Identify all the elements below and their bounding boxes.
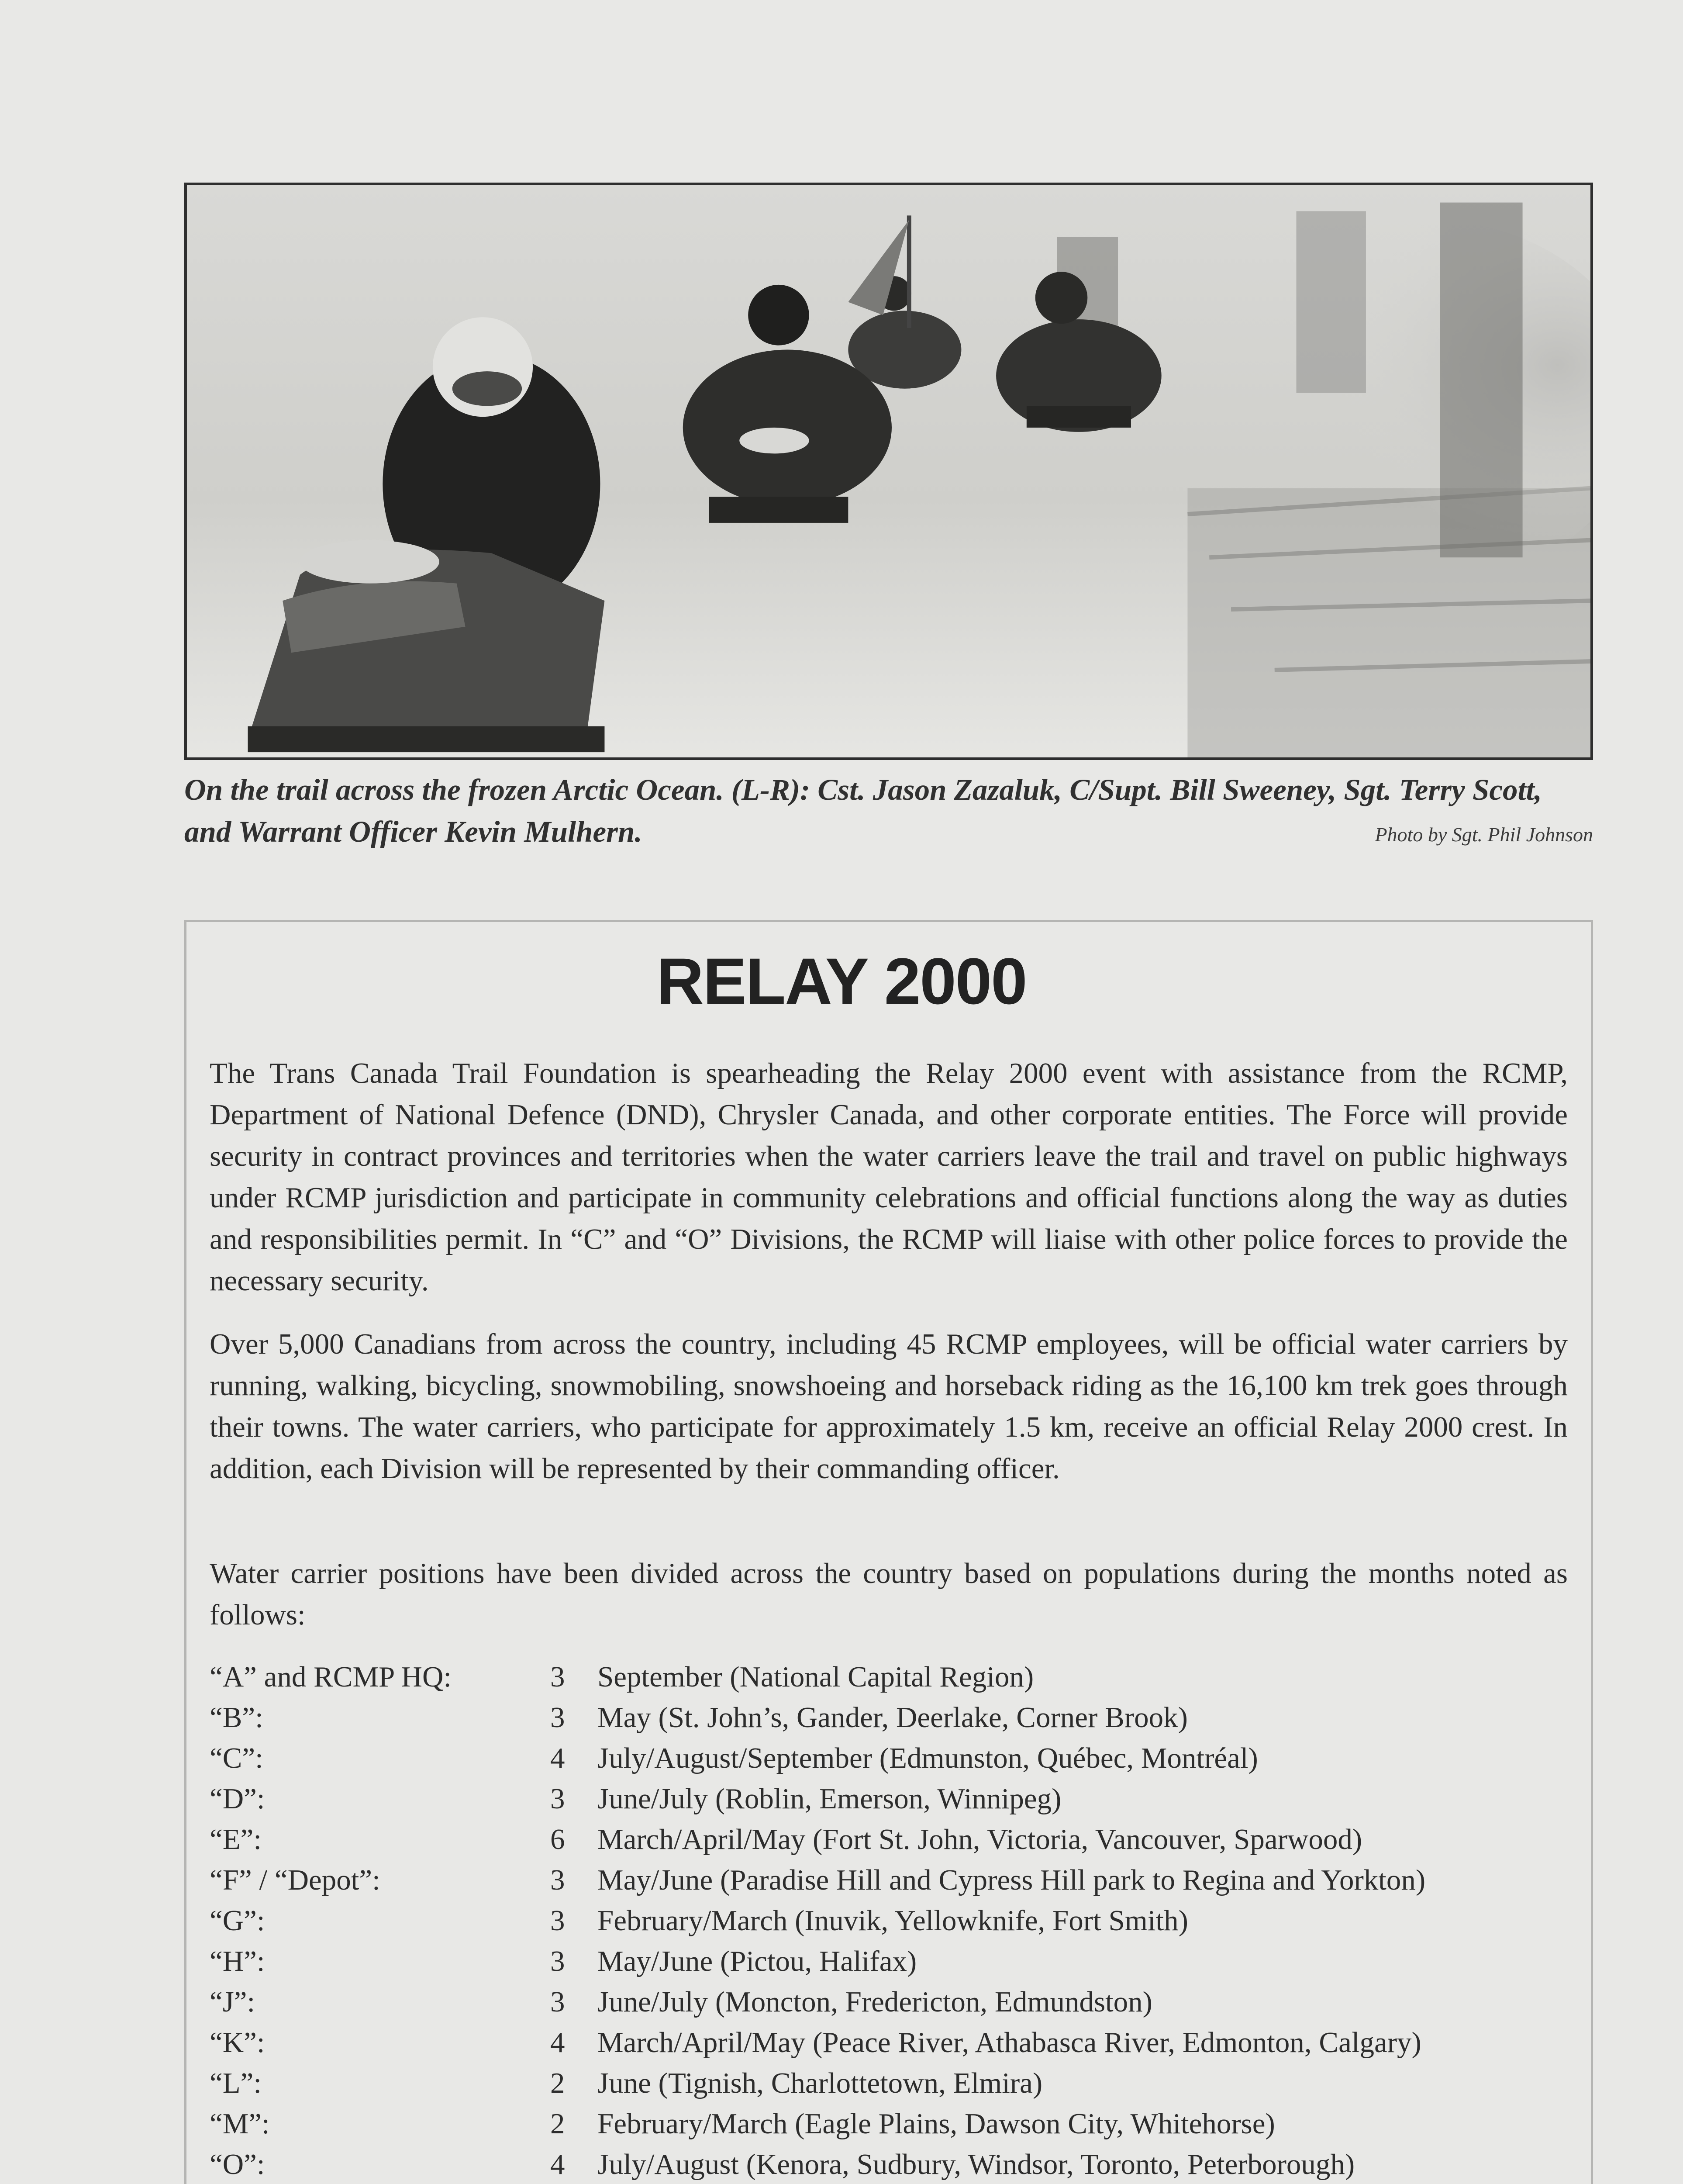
division-list	[210, 1657, 1590, 2184]
division-months: May/June (Pictou, Halifax)	[597, 1945, 917, 1977]
photo-caption: On the trail across the frozen Arctic Ocean. (L-R): Cst. Jason Zazaluk, C/Supt. Bill Sweeney, Sgt. Terry Scott, and Warrant Officer Kevin Mulhern.	[184, 773, 1542, 848]
division-row	[210, 1697, 1590, 1738]
division-name: “F” / “Depot”:	[210, 1864, 380, 1896]
division-row	[210, 2022, 1590, 2063]
division-count: 4	[550, 1742, 565, 1774]
division-row	[210, 1982, 1590, 2022]
division-count: 3	[550, 1945, 565, 1977]
division-row	[210, 1819, 1590, 1860]
division-months: June (Tignish, Charlottetown, Elmira)	[597, 2067, 1043, 2099]
division-months: July/August (Kenora, Sudbury, Windsor, Toronto, Peterborough)	[597, 2148, 1355, 2181]
division-months: March/April/May (Fort St. John, Victoria, Vancouver, Sparwood)	[597, 1823, 1362, 1856]
division-row	[210, 1738, 1590, 1779]
division-months: September (National Capital Region)	[597, 1661, 1034, 1693]
paragraph-text: Over 5,000 Canadians from across the country, including 45 RCMP employees, will be official water carriers by running, walking, bicycling, snowmobiling, snowshoeing and horseback riding as the 16,100 km trek goes through their towns. The water carriers, who participate for approximately 1.5 km, receive an official Relay 2000 crest. In addition, each Division will be represented by their commanding officer.	[210, 1328, 1568, 1485]
division-months: July/August/September (Edmunston, Québec, Montréal)	[597, 1742, 1258, 1774]
division-count: 3	[550, 1661, 565, 1693]
division-count: 4	[550, 2026, 565, 2059]
division-count: 3	[550, 1986, 565, 2018]
division-count: 6	[550, 1823, 565, 1856]
division-name: “D”:	[210, 1783, 265, 1815]
article-title: RELAY 2000	[656, 944, 1027, 1018]
division-count: 3	[550, 1783, 565, 1815]
article-paragraph-3	[210, 1553, 1568, 1636]
photo-illustration	[187, 185, 1590, 757]
division-name: “G”:	[210, 1904, 265, 1937]
photo-credit: Photo by Sgt. Phil Johnson	[1375, 823, 1593, 846]
division-name: “E”:	[210, 1823, 262, 1856]
paragraph-text: Water carrier positions have been divided across the country based on populations during the months noted as follows:	[210, 1557, 1568, 1631]
division-row	[210, 1901, 1590, 1941]
division-count: 3	[550, 1864, 565, 1896]
division-row	[210, 1860, 1590, 1901]
division-name: “B”:	[210, 1701, 263, 1734]
division-count: 2	[550, 2108, 565, 2140]
division-months: May/June (Paradise Hill and Cypress Hill park to Regina and Yorkton)	[597, 1864, 1426, 1896]
division-name: “O”:	[210, 2148, 265, 2181]
division-name: “K”:	[210, 2026, 265, 2059]
division-months: February/March (Eagle Plains, Dawson City, Whitehorse)	[597, 2108, 1275, 2140]
article-paragraph-2	[210, 1324, 1568, 1489]
paragraph-text: The Trans Canada Trail Foundation is spearheading the Relay 2000 event with assistance from the RCMP, Department of National Defence (DND), Chrysler Canada, and other corporate entities. The Force will provide security in contract provinces and territories when the water carriers leave the trail and travel on public highways under RCMP jurisdiction and participate in community celebrations and official functions along the way as duties and responsibilities permit. In “C” and “O” Divisions, the RCMP will liaise with other police forces to provide the necessary security.	[210, 1057, 1568, 1297]
division-count: 3	[550, 1904, 565, 1937]
division-row	[210, 2104, 1590, 2144]
division-count: 2	[550, 2067, 565, 2099]
division-name: “M”:	[210, 2108, 270, 2140]
division-row	[210, 2144, 1590, 2184]
division-name: “J”:	[210, 1986, 255, 2018]
photo-snowmobiles-arctic	[184, 183, 1593, 760]
division-name: “C”:	[210, 1742, 263, 1774]
division-count: 3	[550, 1701, 565, 1734]
division-count: 4	[550, 2148, 565, 2181]
division-months: March/April/May (Peace River, Athabasca River, Edmonton, Calgary)	[597, 2026, 1421, 2059]
article-paragraph-1	[210, 1053, 1568, 1302]
division-months: May (St. John’s, Gander, Deerlake, Corner Brook)	[597, 1701, 1188, 1734]
division-months: June/July (Roblin, Emerson, Winnipeg)	[597, 1783, 1062, 1815]
division-row	[210, 2063, 1590, 2104]
division-row	[210, 1941, 1590, 1982]
division-name: “H”:	[210, 1945, 265, 1977]
division-row	[210, 1657, 1590, 1697]
division-months: June/July (Moncton, Fredericton, Edmundston)	[597, 1986, 1152, 2018]
division-months: February/March (Inuvik, Yellowknife, Fort Smith)	[597, 1904, 1188, 1937]
division-name: “L”:	[210, 2067, 262, 2099]
division-name: “A” and RCMP HQ:	[210, 1661, 452, 1693]
division-row	[210, 1779, 1590, 1819]
